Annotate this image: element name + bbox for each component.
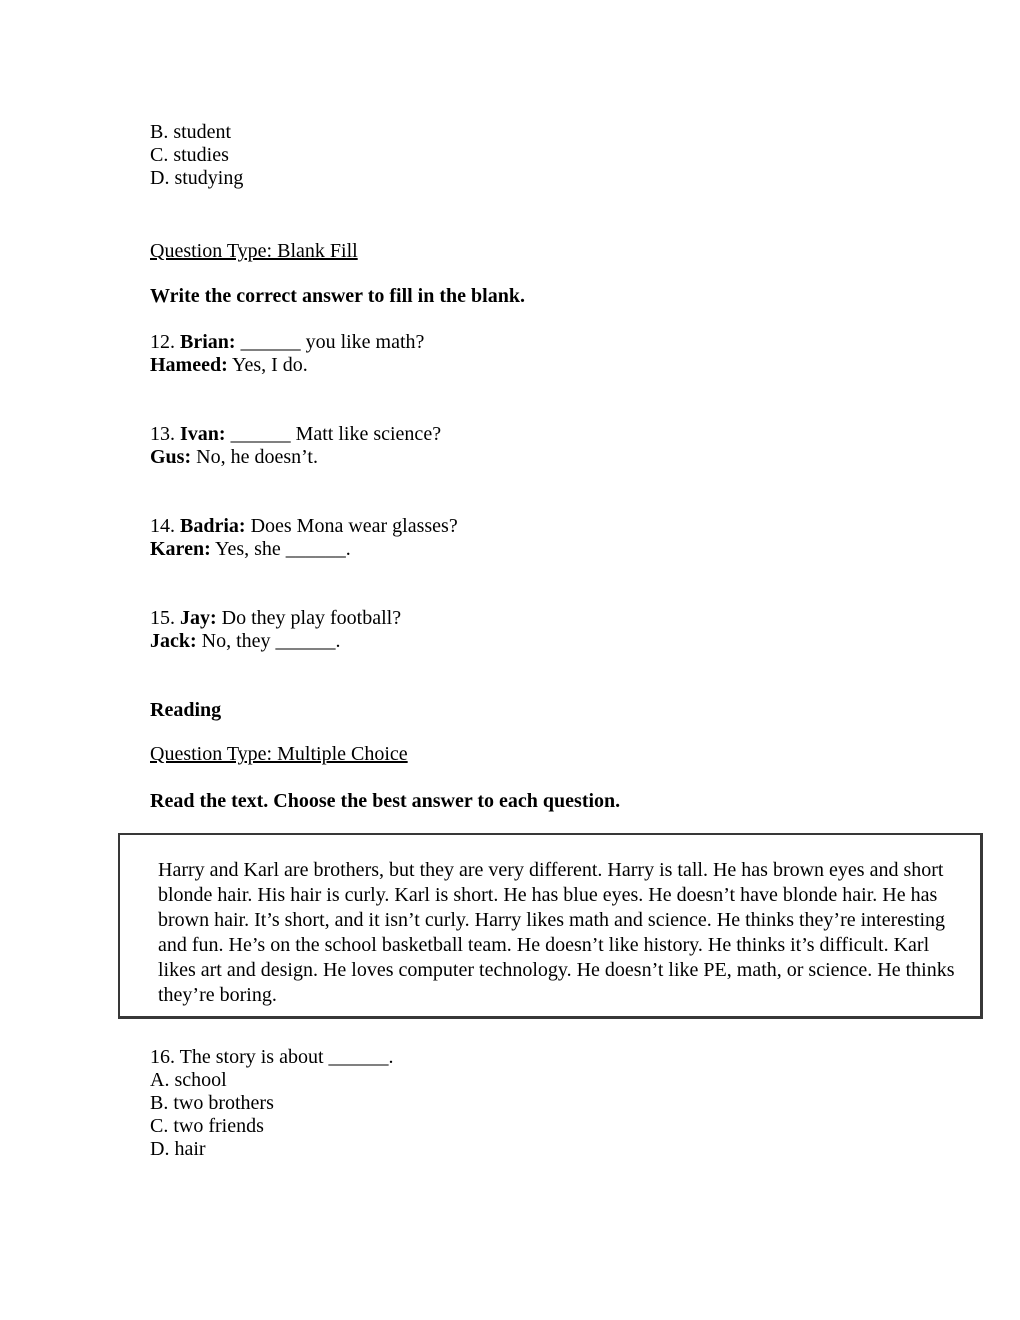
- question-15-prompt: [150, 607, 980, 630]
- question-type-label-multiple-choice: Question Type: Multiple Choice: [150, 743, 408, 765]
- question-15-speaker-q: Jay:: [180, 607, 217, 629]
- question-14-number: 14.: [150, 515, 175, 537]
- question-15-text: Do they play football?: [221, 607, 402, 629]
- question-15-number: 15.: [150, 607, 175, 629]
- blank-fill-instruction: Write the correct answer to fill in the blank.: [150, 285, 525, 307]
- question-15-answer: No, they ______.: [201, 630, 341, 652]
- reading-passage-text: Harry and Karl are brothers, but they are very different. Harry is tall. He has brown eyes and short blonde hair. His hair is curly. Karl is short. He has blue eyes. He doesn’t have blonde hair. He has brown hair. It’s short, and it isn’t curly. Harry likes math and science. He thinks they’re interesting and fun. He’s on the school basketball team. He doesn’t like history. He thinks it’s difficult. Karl likes art and design. He loves computer technology. He doesn’t like PE, math, or science. He thinks they’re boring.: [158, 859, 955, 1006]
- question-12-speaker-q: Brian:: [180, 331, 236, 353]
- question-15: [150, 607, 980, 653]
- question-13-response: [150, 446, 980, 469]
- question-16-option-a: A. school: [150, 1069, 227, 1091]
- option-b: B. student: [150, 121, 232, 143]
- reading-section-heading: Reading: [150, 699, 222, 721]
- question-16-prompt: [150, 1046, 980, 1069]
- question-13-speaker-a: Gus:: [150, 446, 192, 468]
- question-12-answer: Yes, I do.: [232, 354, 308, 376]
- question-16-option-c: C. two friends: [150, 1115, 264, 1137]
- question-15-response: [150, 630, 980, 653]
- previous-question-options: [150, 121, 980, 190]
- question-13-answer: No, he doesn’t.: [196, 446, 318, 468]
- question-16-option-b: B. two brothers: [150, 1092, 274, 1114]
- question-15-speaker-a: Jack:: [150, 630, 197, 652]
- question-12-number: 12.: [150, 331, 175, 353]
- question-16-text: The story is about ______.: [179, 1046, 394, 1068]
- question-type-label-blank-fill: Question Type: Blank Fill: [150, 240, 358, 262]
- question-16-number: 16.: [150, 1046, 175, 1068]
- question-14-prompt: [150, 515, 980, 538]
- question-12-prompt: [150, 331, 980, 354]
- question-12-response: [150, 354, 980, 377]
- option-d: D. studying: [150, 167, 244, 189]
- question-13-number: 13.: [150, 423, 175, 445]
- question-13-text: ______ Matt like science?: [230, 423, 442, 445]
- question-14-text: Does Mona wear glasses?: [250, 515, 458, 537]
- question-14-answer: Yes, she ______.: [215, 538, 351, 560]
- option-c: C. studies: [150, 144, 229, 166]
- question-16: [150, 1046, 980, 1161]
- question-14-speaker-a: Karen:: [150, 538, 211, 560]
- question-13-prompt: [150, 423, 980, 446]
- question-12-text: ______ you like math?: [240, 331, 425, 353]
- question-13: [150, 423, 980, 469]
- question-16-option-d: D. hair: [150, 1138, 206, 1160]
- question-16-options: [150, 1069, 980, 1161]
- question-14-response: [150, 538, 980, 561]
- question-12-speaker-a: Hameed:: [150, 354, 228, 376]
- question-13-speaker-q: Ivan:: [180, 423, 226, 445]
- question-14-speaker-q: Badria:: [180, 515, 246, 537]
- question-12: [150, 331, 980, 377]
- question-14: [150, 515, 980, 561]
- reading-passage-box: [118, 833, 983, 1019]
- reading-instruction: Read the text. Choose the best answer to each question.: [150, 790, 621, 812]
